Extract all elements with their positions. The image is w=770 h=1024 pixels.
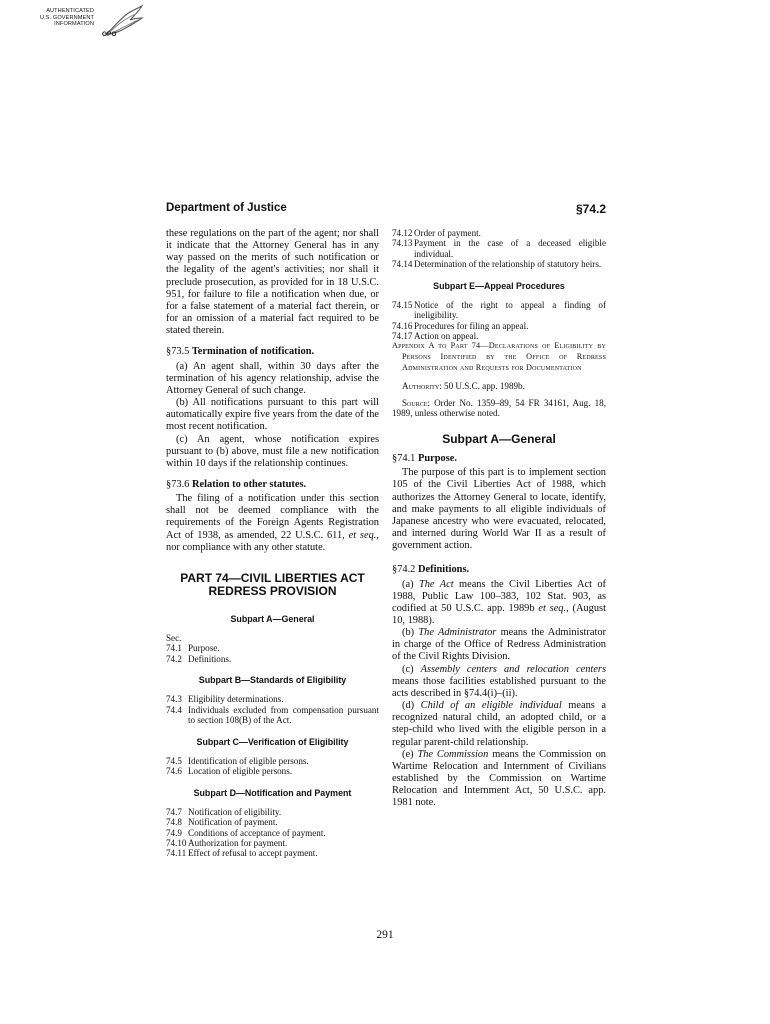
part-title-line-2: REDRESS PROVISION	[208, 584, 337, 599]
text-run: means the Administrator in charge of the Office of Redress Administration of the Civil Rights Division.	[392, 627, 607, 663]
toc-item	[392, 228, 606, 238]
section-heading-74-2	[392, 564, 606, 576]
paragraph-74-1: The purpose of this part is to implement section 105 of the Civil Liberties Act of 1988, which authorizes the Attorney General to locate, identify, and make payments to all eligible individuals of Japanese ancestry who were evacuated, relocated, and interned during World War II as a result of government action.	[392, 467, 606, 552]
toc-item	[166, 838, 379, 848]
right-column	[392, 228, 606, 810]
gpo-mark: GPO	[102, 31, 117, 38]
section-number: §74.2	[392, 564, 416, 576]
toc-text: Individuals excluded from compensation pursuant to section 108(B) of the Act.	[188, 704, 379, 726]
toc-text: Definitions.	[188, 653, 232, 664]
toc-subpart-a	[166, 633, 379, 664]
toc-item	[392, 300, 606, 321]
toc-text: Action on appeal.	[414, 331, 479, 341]
toc-subpart-b-heading: Subpart B—Standards of Eligibility	[198, 675, 347, 686]
text-run: (a)	[402, 578, 414, 590]
toc-number: 74.4	[166, 704, 182, 715]
eagle-icon	[100, 4, 144, 44]
toc-text: Notification of eligibility.	[188, 806, 282, 817]
definition-a	[392, 579, 606, 628]
subpart-a-heading: Subpart A—General	[442, 431, 556, 446]
toc-number: 74.9	[166, 827, 182, 838]
toc-number: 74.7	[166, 806, 182, 817]
toc-item	[166, 643, 379, 653]
toc-subpart-c-heading: Subpart C—Verification of Eligibility	[196, 736, 349, 747]
paragraph-73-6	[166, 493, 379, 554]
paragraph-73-5-a: (a) An agent shall, within 30 days after the termination of his agency relationship, advise the Attorney General of such change.	[166, 360, 379, 396]
toc-item	[166, 654, 379, 664]
text-run: means a recognized natural child, an adopted child, or a step-child who lived with the eligible person in a regular parent-child relationship.	[392, 700, 606, 748]
text-run: (e)	[402, 748, 414, 760]
toc-text: Payment in the case of a deceased eligible individual.	[414, 238, 606, 259]
toc-subpart-b	[166, 694, 379, 725]
italic-run: et seq.	[348, 529, 377, 541]
toc-item	[166, 705, 379, 726]
definition-e	[392, 749, 606, 810]
defined-term: The Commission	[417, 748, 489, 760]
toc-subpart-d-continued	[392, 228, 606, 270]
toc-text: Eligibility determinations.	[188, 694, 284, 705]
gpo-line-3: INFORMATION	[54, 21, 94, 28]
defined-term: The Act	[418, 578, 454, 590]
toc-number: 74.13	[392, 238, 413, 249]
toc-text: Effect of refusal to accept payment.	[188, 848, 318, 859]
toc-item	[166, 848, 379, 858]
toc-text: Conditions of acceptance of payment.	[188, 827, 326, 838]
section-title: Relation to other statutes.	[192, 478, 307, 490]
toc-subpart-a-heading: Subpart A—General	[230, 613, 315, 624]
toc-item	[166, 694, 379, 704]
toc-number: 74.8	[166, 817, 182, 828]
definition-c	[392, 664, 606, 700]
text-run: means the Commission on Wartime Relocation and Internment of Civilians established by the Commission on Wartime Relocation and Internment Act, 50 U.S.C. app. 1981 note.	[392, 748, 606, 809]
section-heading-73-5	[166, 346, 379, 358]
header-agency: Department of Justice	[166, 202, 287, 214]
section-number: §73.6	[166, 478, 190, 490]
toc-number: 74.2	[166, 653, 182, 664]
section-number: §73.5	[166, 346, 190, 358]
header-section: §74.2	[575, 202, 606, 216]
left-column	[166, 228, 379, 859]
gpo-authentication-logo	[28, 4, 144, 50]
defined-term: The Administrator	[418, 627, 497, 639]
toc-text: Notice of the right to appeal a finding of ineligibility.	[414, 299, 606, 321]
toc-item	[392, 238, 606, 259]
definition-d	[392, 700, 606, 749]
text-run: (d)	[402, 700, 415, 712]
defined-term: Child of an eligible individual	[420, 700, 562, 712]
defined-term: Assembly centers and relocation centers	[420, 663, 606, 675]
section-title: Definitions.	[418, 564, 470, 576]
text-run: , (August 10, 1988).	[392, 602, 606, 626]
part-title-line-1: PART 74—CIVIL LIBERTIES ACT	[180, 570, 365, 585]
paragraph-73-5-c: (c) An agent, whose notification expires pursuant to (b) above, must file a new notification within 10 days if the relationship continues.	[166, 433, 379, 469]
toc-item	[392, 331, 606, 341]
toc-subpart-e	[392, 300, 606, 342]
toc-number: 74.17	[392, 331, 413, 341]
text-run: means those facilities established pursuant to the acts described in §74.4(i)–(ii).	[392, 675, 606, 699]
section-title: Purpose.	[418, 453, 457, 465]
text-run: (c)	[402, 663, 414, 675]
toc-sec-label: Sec.	[166, 633, 182, 644]
gpo-line-1: AUTHENTICATED	[46, 8, 94, 14]
toc-number: 74.5	[166, 755, 182, 766]
authority-text: : 50 U.S.C. app. 1989b.	[439, 381, 525, 392]
toc-number: 74.12	[392, 228, 413, 238]
text-run: The filing of a notification under this section shall not be deemed compliance with the requirements of the Foreign Agents Registration Act of 1938, as amended, 22 U.S.C. 611,	[166, 493, 379, 541]
continued-paragraph: these regulations on the part of the agent; nor shall it indicate that the Attorney General has in any way passed on the merits of such notification or the legality of the agent's activities; nor shall it preclude prosecution, as provided for in 18 U.S.C. 951, for failure to file a notification when due, or for a false statement of a material fact therein, or for an omission of a material fact required to be stated therein.	[166, 228, 379, 337]
section-number: §74.1	[392, 453, 416, 465]
gpo-line-2: U.S. GOVERNMENT	[39, 14, 94, 21]
paragraph-73-5-b: (b) All notifications pursuant to this part will automatically expire five years from the date of the most recent notification.	[166, 397, 379, 433]
text-run: , nor compliance with any other statute.	[166, 529, 379, 553]
section-heading-74-1	[392, 453, 606, 465]
toc-number: 74.15	[392, 299, 413, 310]
toc-text: Order of payment.	[414, 228, 481, 238]
text-run: means the Civil Liberties Act of 1988, Public Law 100–383, 102 Stat. 903, as codified at 50 U.S.C. app. 1989b	[392, 578, 607, 614]
source-label: Source	[402, 397, 428, 408]
part-title	[166, 572, 379, 599]
toc-subpart-d	[166, 807, 379, 859]
toc-text: Purpose.	[188, 643, 220, 654]
toc-number: 74.3	[166, 694, 182, 705]
toc-number: 74.10	[166, 838, 187, 848]
authority-label: Authority	[402, 381, 440, 392]
toc-text: Identification of eligible persons.	[188, 755, 309, 766]
section-heading-73-6	[166, 479, 379, 491]
section-title: Termination of notification.	[191, 346, 315, 358]
toc-text: Authorization for payment.	[188, 838, 288, 848]
toc-item	[392, 321, 606, 331]
toc-item	[166, 756, 379, 766]
toc-text: Procedures for filing an appeal.	[414, 320, 529, 331]
source-text: : Order No. 1359–89, 54 FR 34161, Aug. 18, 1989, unless otherwise noted.	[392, 397, 606, 419]
toc-subpart-e-heading: Subpart E—Appeal Procedures	[433, 280, 565, 291]
source-note	[392, 398, 606, 419]
definition-b	[392, 627, 606, 663]
toc-number: 74.11	[166, 848, 187, 859]
toc-text: Notification of payment.	[188, 817, 278, 828]
appendix-a-title: Appendix A to Part 74—Declarations of Eligibility by Persons Identified by the Office of Redress Administration and Requests for Documentation	[392, 341, 606, 372]
authority-note	[392, 381, 606, 392]
toc-number: 74.16	[392, 320, 413, 331]
italic-run: et seq.	[538, 602, 567, 614]
toc-subpart-d-heading: Subpart D—Notification and Payment	[193, 787, 352, 798]
toc-number: 74.6	[166, 766, 182, 777]
toc-item	[166, 766, 379, 776]
toc-item	[166, 817, 379, 827]
toc-number: 74.14	[392, 259, 413, 270]
toc-text: Determination of the relationship of statutory heirs.	[414, 259, 602, 270]
page-number: 291	[376, 929, 394, 941]
toc-number: 74.1	[166, 643, 182, 654]
toc-subpart-c	[166, 756, 379, 777]
toc-item	[392, 259, 606, 269]
toc-item	[166, 807, 379, 817]
text-run: (b)	[402, 627, 415, 639]
running-header	[166, 202, 606, 218]
toc-item	[166, 828, 379, 838]
toc-text: Location of eligible persons.	[188, 766, 293, 777]
gpo-authentication-text	[28, 8, 94, 28]
